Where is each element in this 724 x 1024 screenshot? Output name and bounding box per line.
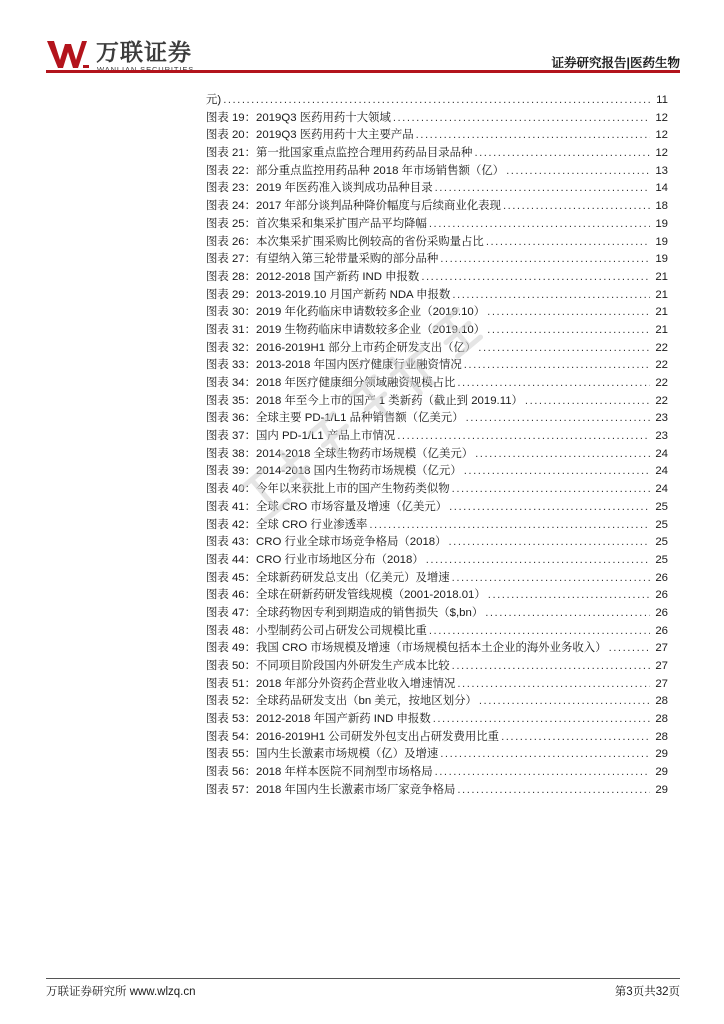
toc-entry-title: 图表 29：2013-2019.10 月国产新药 NDA 申报数 xyxy=(206,288,451,301)
toc-entry-page: 25 xyxy=(655,518,668,531)
logo-chinese-name: 万联证券 xyxy=(96,39,192,65)
toc-entry-page: 22 xyxy=(655,377,668,389)
toc-entry-title: 图表 20：2019Q3 医药用药十大主要产品 xyxy=(206,129,414,142)
toc-entry-title: 图表 31：2019 生物药临床申请数较多企业（2019.10） xyxy=(206,323,486,336)
toc-entry[interactable] xyxy=(206,463,668,481)
toc-entry[interactable] xyxy=(206,304,668,322)
toc-entry-page: 12 xyxy=(655,111,668,124)
toc-leader-dots xyxy=(457,375,650,393)
toc-leader-dots xyxy=(485,605,650,623)
toc-entry[interactable] xyxy=(206,357,668,375)
toc-leader-dots xyxy=(487,304,650,322)
toc-leader-dots xyxy=(452,481,650,499)
toc-leader-dots xyxy=(464,463,650,481)
toc-entry-title: 图表 35：2018 年至今上市的国产 1 类新药（截止到 2019.11） xyxy=(206,394,523,407)
toc-entry-page: 24 xyxy=(655,483,668,496)
toc-entry-page: 29 xyxy=(655,783,668,796)
toc-entry-title: 图表 53：2012-2018 年国产新药 IND 申报数 xyxy=(206,713,431,726)
toc-leader-dots xyxy=(452,287,650,305)
toc-entry-title: 图表 55：国内生长激素市场规模（亿）及增速 xyxy=(206,748,439,761)
toc-entry-page: 27 xyxy=(655,677,668,690)
toc-entry[interactable] xyxy=(206,481,668,499)
toc-entry-title: 图表 28：2012-2018 国产新药 IND 申报数 xyxy=(206,270,420,283)
toc-entry-page: 24 xyxy=(655,465,668,478)
page-header xyxy=(0,0,724,75)
toc-entry-page: 23 xyxy=(655,412,668,425)
toc-entry-page: 12 xyxy=(655,129,668,142)
toc-entry-page: 19 xyxy=(655,235,668,248)
toc-entry-page: 26 xyxy=(655,606,668,619)
toc-entry[interactable] xyxy=(206,198,668,216)
toc-leader-dots xyxy=(393,110,650,128)
toc-entry[interactable] xyxy=(206,340,668,358)
toc-leader-dots xyxy=(464,357,650,375)
toc-entry-title: 图表 43：CRO 行业全球市场竞争格局（2018） xyxy=(206,536,447,549)
toc-leader-dots xyxy=(429,623,650,641)
toc-entry-title: 图表 54：2016-2019H1 公司研发外包支出占研发费用比重 xyxy=(206,730,500,743)
toc-entry-page: 28 xyxy=(655,713,668,726)
toc-leader-dots xyxy=(478,340,650,358)
toc-entry[interactable] xyxy=(206,534,668,552)
toc-entry-page: 12 xyxy=(655,147,668,160)
toc-entry-title: 图表 40：今年以来获批上市的国产生物药类似物 xyxy=(206,483,450,496)
toc-leader-dots xyxy=(475,446,650,464)
toc-entry-page: 26 xyxy=(655,624,668,637)
toc-entry-page: 24 xyxy=(655,447,668,460)
toc-entry[interactable] xyxy=(206,782,668,800)
toc-entry[interactable] xyxy=(206,570,668,588)
toc-leader-dots xyxy=(449,534,650,552)
table-of-figures xyxy=(206,92,668,800)
toc-entry-page: 27 xyxy=(655,642,668,655)
toc-leader-dots xyxy=(433,711,650,729)
toc-entry-page: 21 xyxy=(655,288,668,301)
toc-entry-title: 图表 56：2018 年样本医院不同剂型市场格局 xyxy=(206,766,433,779)
toc-leader-dots xyxy=(429,216,650,234)
toc-entry[interactable] xyxy=(206,163,668,181)
footer-source: 万联证券研究所 www.wlzq.cn xyxy=(46,986,196,998)
toc-entry-page: 13 xyxy=(655,164,668,177)
toc-entry-title: 图表 41：全球 CRO 市场容量及增速（亿美元） xyxy=(206,500,448,513)
toc-leader-dots xyxy=(487,322,650,340)
toc-entry-title: 图表 30：2019 年化药临床申请数较多企业（2019.10） xyxy=(206,306,486,319)
toc-entry[interactable] xyxy=(206,746,668,764)
toc-entry[interactable] xyxy=(206,393,668,411)
toc-entry[interactable] xyxy=(206,605,668,623)
toc-entry-page: 21 xyxy=(655,306,668,319)
toc-entry-page: 26 xyxy=(655,571,668,584)
wanlian-logo-icon xyxy=(46,38,92,70)
toc-entry-title: 图表 23：2019 年医药准入谈判成功品种目录 xyxy=(206,182,433,195)
toc-entry-title: 图表 48：小型制药公司占研发公司规模比重 xyxy=(206,624,427,637)
toc-entry-title: 图表 45：全球新药研发总支出（亿美元）及增速 xyxy=(206,571,450,584)
toc-entry-page: 25 xyxy=(655,500,668,513)
toc-entry[interactable] xyxy=(206,410,668,428)
toc-leader-dots xyxy=(506,163,650,181)
toc-entry[interactable] xyxy=(206,499,668,517)
toc-entry[interactable] xyxy=(206,587,668,605)
toc-entry[interactable] xyxy=(206,428,668,446)
toc-entry-page: 23 xyxy=(655,430,668,443)
toc-entry[interactable] xyxy=(206,127,668,145)
toc-entry-title: 图表 38：2014-2018 全球生物药市场规模（亿美元） xyxy=(206,447,474,460)
toc-entry-page: 21 xyxy=(655,270,668,283)
toc-entry-title: 图表 52：全球药品研发支出（bn 美元，按地区划分） xyxy=(206,695,477,708)
toc-entry-title: 图表 51：2018 年部分外资药企营业收入增速情况 xyxy=(206,677,456,690)
toc-entry-title: 图表 25：首次集采和集采扩围产品平均降幅 xyxy=(206,217,427,230)
toc-entry[interactable] xyxy=(206,640,668,658)
header-divider xyxy=(46,70,680,73)
toc-entry[interactable] xyxy=(206,729,668,747)
toc-leader-dots xyxy=(426,552,650,570)
toc-leader-dots xyxy=(486,234,650,252)
toc-leader-dots xyxy=(466,410,650,428)
toc-leader-dots xyxy=(223,92,650,110)
toc-entry[interactable] xyxy=(206,711,668,729)
toc-leader-dots xyxy=(503,198,650,216)
toc-entry-title: 图表 36：全球主要 PD-1/L1 品种销售额（亿美元） xyxy=(206,412,464,425)
footer-divider xyxy=(46,978,680,979)
toc-entry[interactable] xyxy=(206,676,668,694)
toc-entry-page: 22 xyxy=(655,394,668,407)
toc-leader-dots xyxy=(488,587,650,605)
toc-entry[interactable] xyxy=(206,517,668,535)
toc-leader-dots xyxy=(525,393,650,411)
toc-entry-title: 图表 19：2019Q3 医药用药十大领域 xyxy=(206,111,391,124)
toc-entry-page: 14 xyxy=(655,182,668,195)
toc-entry-title: 图表 37：国内 PD-1/L1 产品上市情况 xyxy=(206,430,396,443)
toc-entry-page: 29 xyxy=(655,748,668,761)
toc-entry[interactable] xyxy=(206,552,668,570)
toc-entry[interactable] xyxy=(206,446,668,464)
toc-entry-title: 图表 46：全球在研新药研发管线规模（2001-2018.01） xyxy=(206,589,486,602)
toc-entry[interactable] xyxy=(206,623,668,641)
toc-entry-page: 19 xyxy=(655,217,668,230)
toc-entry-page: 25 xyxy=(655,553,668,566)
toc-entry-title: 图表 39：2014-2018 国内生物药市场规模（亿元） xyxy=(206,465,462,478)
toc-entry-title: 图表 44：CRO 行业市场地区分布（2018） xyxy=(206,553,424,566)
toc-entry[interactable] xyxy=(206,251,668,269)
toc-entry-page: 26 xyxy=(655,589,668,602)
toc-entry-page: 19 xyxy=(655,253,668,266)
toc-entry[interactable] xyxy=(206,322,668,340)
toc-leader-dots xyxy=(501,729,650,747)
toc-entry-page: 22 xyxy=(655,359,668,372)
toc-leader-dots xyxy=(440,746,650,764)
report-section-label: 证券研究报告|医药生物 xyxy=(551,56,680,70)
toc-entry-title: 图表 50：不同项目阶段国内外研发生产成本比较 xyxy=(206,660,450,672)
toc-leader-dots xyxy=(457,782,650,800)
toc-leader-dots xyxy=(452,570,650,588)
toc-entry[interactable] xyxy=(206,234,668,252)
toc-leader-dots xyxy=(369,517,650,535)
toc-leader-dots xyxy=(416,127,650,145)
toc-entry-page: 28 xyxy=(655,730,668,743)
toc-leader-dots xyxy=(452,658,650,676)
toc-entry-title: 图表 21：第一批国家重点监控合理用药药品目录品种 xyxy=(206,147,473,160)
toc-entry[interactable] xyxy=(206,693,668,711)
toc-entry-title: 图表 49：我国 CRO 市场规模及增速（市场规模包括本土企业的海外业务收入） xyxy=(206,642,607,655)
toc-entry-page: 22 xyxy=(655,341,668,354)
toc-leader-dots xyxy=(421,269,650,287)
toc-leader-dots xyxy=(397,428,650,446)
toc-entry-title: 图表 26：本次集采扩围采购比例较高的省份采购量占比 xyxy=(206,235,484,248)
toc-leader-dots xyxy=(457,676,650,694)
page-number: 第3页共32页 xyxy=(614,986,680,998)
toc-entry[interactable] xyxy=(206,375,668,393)
toc-leader-dots xyxy=(474,145,650,163)
toc-entry[interactable] xyxy=(206,764,668,782)
toc-entry[interactable] xyxy=(206,92,668,110)
toc-entry[interactable] xyxy=(206,110,668,128)
toc-entry-title: 图表 22：部分重点监控用药品种 2018 年市场销售额（亿） xyxy=(206,164,505,177)
toc-entry[interactable] xyxy=(206,145,668,163)
toc-entry-title: 元) xyxy=(206,94,222,106)
toc-entry[interactable] xyxy=(206,216,668,234)
toc-entry-title: 图表 24：2017 年部分谈判品种降价幅度与后续商业化表现 xyxy=(206,200,501,213)
toc-entry-title: 图表 57：2018 年国内生长激素市场厂家竞争格局 xyxy=(206,783,456,796)
toc-entry-title: 图表 42：全球 CRO 行业渗透率 xyxy=(206,518,368,531)
toc-entry-title: 图表 27：有望纳入第三轮带量采购的部分品种 xyxy=(206,253,439,266)
toc-entry-title: 图表 47：全球药物因专利到期造成的销售损失（$,bn） xyxy=(206,606,484,619)
toc-leader-dots xyxy=(435,180,650,198)
toc-entry-page: 28 xyxy=(655,695,668,708)
toc-entry[interactable] xyxy=(206,287,668,305)
toc-entry-title: 图表 33：2013-2018 年国内医疗健康行业融资情况 xyxy=(206,359,462,372)
toc-leader-dots xyxy=(479,693,650,711)
toc-entry[interactable] xyxy=(206,180,668,198)
toc-entry-page: 29 xyxy=(655,766,668,779)
toc-leader-dots xyxy=(440,251,650,269)
toc-leader-dots xyxy=(449,499,650,517)
toc-entry-page: 11 xyxy=(656,94,668,106)
toc-leader-dots xyxy=(435,764,650,782)
toc-leader-dots xyxy=(609,640,650,658)
toc-entry-title: 图表 34：2018 年医疗健康细分领域融资规模占比 xyxy=(206,377,456,389)
toc-entry[interactable] xyxy=(206,658,668,676)
toc-entry[interactable] xyxy=(206,269,668,287)
toc-entry-page: 27 xyxy=(655,660,668,672)
toc-entry-page: 21 xyxy=(655,323,668,336)
toc-entry-title: 图表 32：2016-2019H1 部分上市药企研发支出（亿） xyxy=(206,341,477,354)
toc-entry-page: 25 xyxy=(655,536,668,549)
toc-entry-page: 18 xyxy=(655,200,668,213)
